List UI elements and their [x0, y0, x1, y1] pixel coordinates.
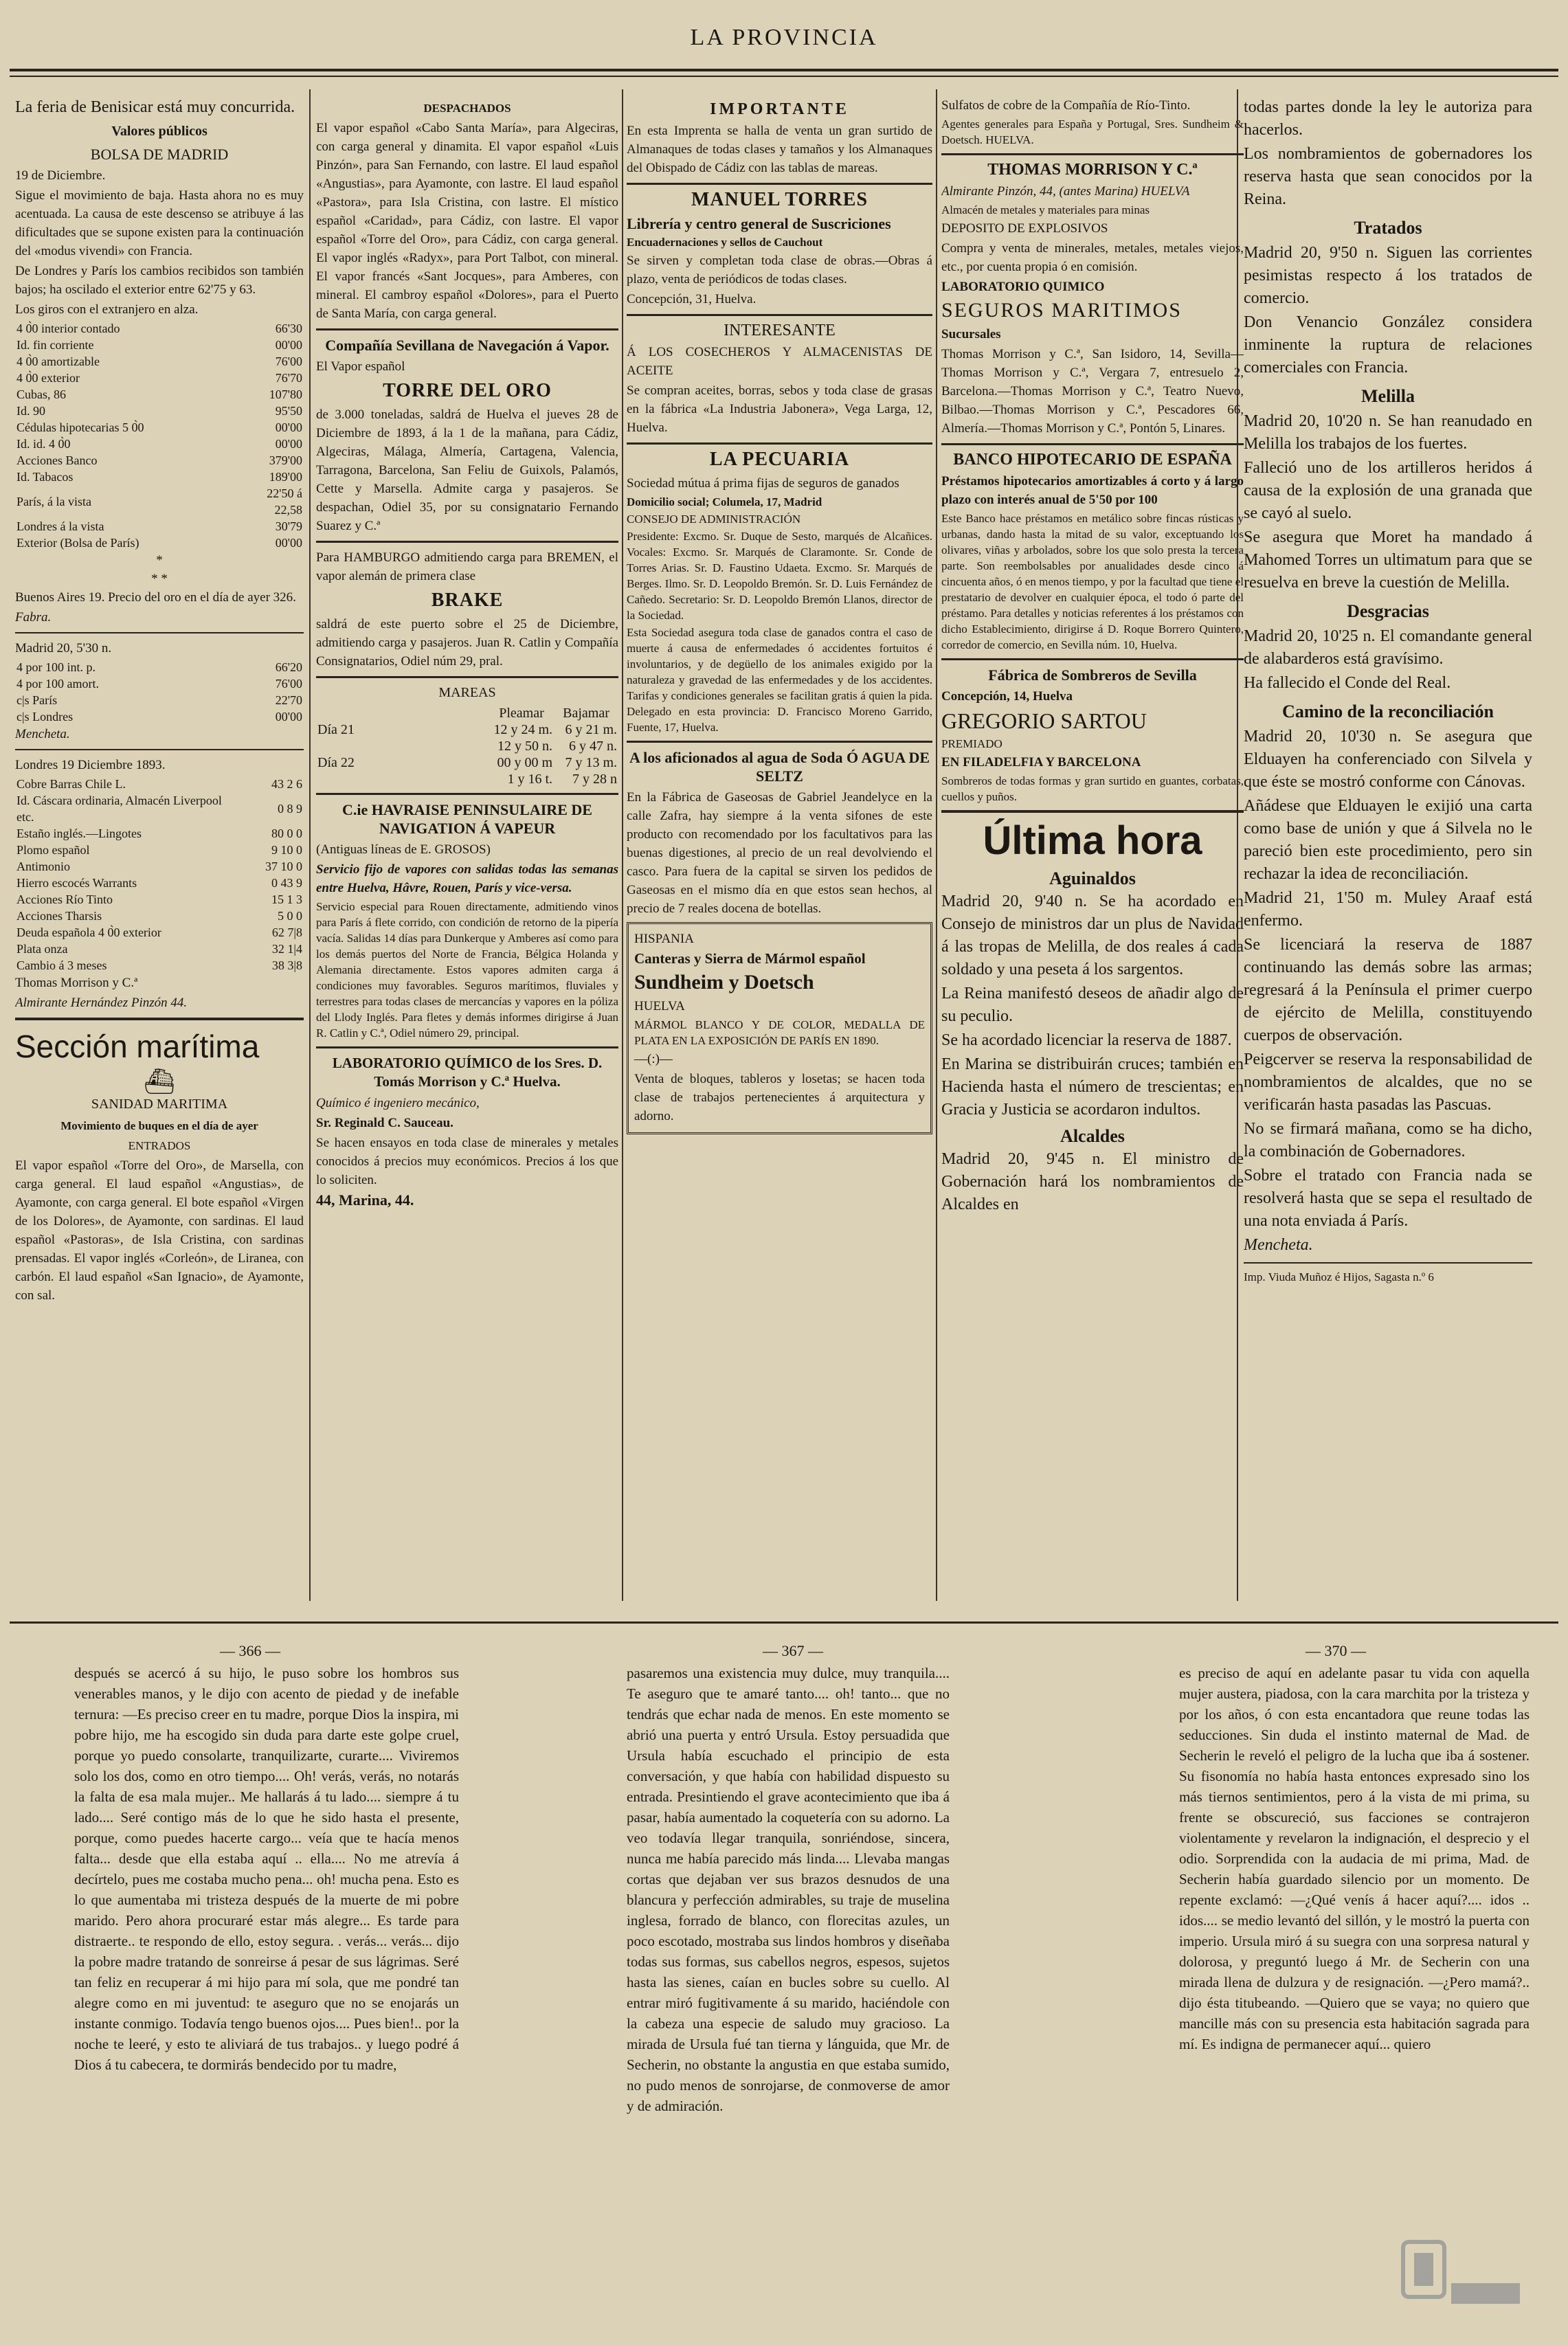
table-row	[15, 875, 304, 891]
table-row	[15, 469, 304, 485]
folletin-text-1: después se acercó á su hijo, le puso sobre los hombros sus venerables manos, y le dijo con acento de piedad y de inefable ternura: —Es preciso creer en tu madre, porque Dios la inspira, mi pobre hijo, me ha escogido sin duda para darte este golpe cruel, porque yo puedo consolarte, tranquilizarte, curarte.... Viviremos solo los dos, como en otro tiempo.... Oh! verás, verás, no notarás la falta de esa mala mujer.. Me hallarás á tu lado.... siempre á tu lado.... Seré contigo más de lo que he sido hasta el presente, porque, como puedes hacerte cargo... veía que te hacía menos falta... desde que ella estaba aquí .. ella.... No me atrevía á decírtelo, pues me costaba mucho pena... oh! mucha pena. Esto es lo que aumentaba mi tristeza después de la muerte de mi pobre marido. Pero ahora procuraré estar más alegre... Es tarde para distraerte.. te respondo de ello, estoy segura. . verás... verás... dijo la pobre madre tratando de sonreirse á pesar de sus lágrimas. Seré tan feliz en recuperar á mi hijo para mí sola, que me pondré tan alegre como en mi juventud: te aseguro que no se enojarás un instante conmigo. Todavía tengo buenos ojos.... Pues bien!.. por la noche te leeré, y esto te aliviará de tus trabajos.. y luego podré á Dios á tu cabecera, te dormirás bendecido por tu madre,	[74, 1665, 459, 2073]
table-cell: 30'79	[275, 519, 302, 533]
seguros-title: SEGUROS MARITIMOS	[941, 299, 1182, 322]
desgracias-text-2: Ha fallecido el Conde del Real.	[1244, 674, 1451, 692]
quimico-text: Químico é ingeniero mecánico,	[316, 1096, 480, 1110]
table-row	[15, 692, 304, 708]
table-cell: 22'50 á 22,58	[267, 486, 302, 517]
camino-text-4: Se licenciará la reserva de 1887 continuando las demás sobre las armas; regresará á la Península el primer cuerpo de ejército de Melilla, constituyendo cuerpos de observación.	[1244, 936, 1532, 1044]
pecuaria-title: LA PECUARIA	[709, 449, 850, 470]
table-cell: 12 y 50 n.	[497, 739, 552, 754]
table-row	[316, 754, 618, 771]
marina-address: 44, Marina, 44.	[316, 1191, 414, 1209]
manuel-torres-title: MANUEL TORRES	[691, 189, 869, 210]
marmol-text: MÁRMOL BLANCO Y DE COLOR, MEDALLA DE PLATA EN LA EXPOSICIÓN DE PARÍS EN 1890.	[634, 1018, 925, 1047]
table-cell: 00 y 00 m	[497, 755, 552, 770]
table-cell: 4 0̀0 amortizable	[16, 355, 100, 368]
table-cell: Id. Tabacos	[16, 470, 74, 484]
table-row	[15, 825, 304, 842]
madrid-table	[15, 659, 304, 725]
table-row	[15, 419, 304, 436]
table-cell: Antimonio	[16, 860, 71, 873]
folletin-column-1	[74, 1663, 459, 2322]
entrados-text: El vapor español «Torre del Oro», de Marsella, con carga general. El laud español «Angustias», de Ayamonte, con carga general. El bote español «Virgen de los Dolores», de Ayamonte, con sardinas. El laud español «Pastoras», de Isla Cristina, con sardinas prensadas. El vapor inglés «Corleón», de Liranea, con carbón. El laud español «San Ignacio», de Ayamonte, con sal.	[15, 1158, 304, 1303]
column-separator	[622, 89, 623, 1601]
aguinaldos-text-3: Se ha acordado licenciar la reserva de 1887.	[941, 1031, 1232, 1049]
page-number-366: — 366 —	[220, 1642, 280, 1659]
table-cell: Id. 90	[16, 404, 45, 418]
table-cell: Id. fin corriente	[16, 338, 94, 352]
movimiento-title: Movimiento de buques en el día de ayer	[60, 1119, 258, 1132]
table-row	[15, 924, 304, 941]
encuadernaciones-text: Encuadernaciones y sellos de Cauchout	[627, 236, 823, 249]
table-row	[15, 370, 304, 386]
londres-table	[15, 776, 304, 974]
table-cell: 15 1 3	[271, 893, 302, 906]
table-cell	[316, 738, 489, 754]
almirante-text: Almirante Pinzón, 44, (antes Marina) HUELVA	[941, 184, 1190, 199]
importante-text: En esta Imprenta se halla de venta un gran surtido de Almanaques de todas clases y tamaños y los Almanaques del Obispado de Cádiz con las tablas de mareas.	[627, 124, 932, 175]
cosecheros-text: Á LOS COSECHEROS Y ALMACENISTAS DE ACEITE	[627, 345, 932, 378]
column-4	[941, 96, 1244, 1594]
table-cell: 00'00	[275, 710, 302, 723]
table-cell: c|s Londres	[16, 710, 74, 723]
camino-title: Camino de la reconciliación	[1282, 702, 1494, 721]
top-rule-thin	[10, 76, 1558, 77]
table-cell: Londres á la vista	[16, 519, 104, 533]
camino-text-5: Peigcerver se reserva la responsabilidad de nombramientos de alcaldes, que no se verificarán hasta pasadas las Pascuas.	[1244, 1051, 1532, 1114]
table-cell: 189'00	[269, 470, 302, 484]
canteras-text: Canteras y Sierra de Mármol español	[634, 950, 866, 967]
table-cell: 379'00	[269, 453, 302, 467]
table-cell: Acciones Banco	[16, 453, 98, 467]
tratados-text: Madrid 20, 9'50 n. Siguen las corrientes pesimistas respecto á los tratados de comercio.	[1244, 244, 1532, 307]
table-cell: 7 y 13 m.	[565, 755, 617, 770]
melilla-text-3: Se asegura que Moret ha mandado á Mahomed Torres un ultimatum para que se resuelva en breve la cuestión de Melilla.	[1244, 528, 1532, 592]
camino-text: Madrid 20, 10'30 n. Se asegura que Elduayen ha conferenciado con Silvela y que éste se mostró conforme con Cánovas.	[1244, 728, 1532, 791]
sundheim-title: Sundheim y Doetsch	[634, 971, 814, 994]
despachados-title: DESPACHADOS	[423, 102, 511, 115]
table-cell: 00'00	[275, 437, 302, 451]
laboratorio-label: LABORATORIO QUIMICO	[941, 280, 1105, 294]
table-row	[15, 708, 304, 725]
table-cell: Deuda española 4 0̀0 exterior	[16, 925, 161, 939]
aguinaldos-text: Madrid 20, 9'40 n. Se ha acordado en Consejo de ministros dar un plus de Navidad á las tropas de Melilla, de dos reales á cada soldado y una peseta á los sargentos.	[941, 893, 1244, 978]
morrison-title: THOMAS MORRISON Y C.ª	[987, 161, 1198, 179]
sauceau-name: Sr. Reginald C. Sauceau.	[316, 1116, 453, 1130]
table-cell: Acciones Río Tinto	[16, 893, 113, 906]
pecuaria-text-2: Esta Sociedad asegura toda clase de ganados contra el caso de muerte á causa de enfermedades ó accidentes fortuitos é involuntarios, y de degüello de los animales exigido por la naturaleza y gravedad de las enfermedades y de los accidentes. Tarifas y condiciones generales se facilitan gratis á quien la pida. Delegado en esta provincia: D. Francisco Moreno Garrido, Fuente, 17, Huelva.	[627, 626, 932, 734]
table-cell: 4 por 100 amort.	[16, 677, 99, 691]
camino-text-2: Añádese que Elduayen le exijió una carta como base de unión y que á Silvela no le pareció bien este procedimiento, pero sin rechazar la idea de reconciliación.	[1244, 797, 1532, 883]
bolsa-text-2: De Londres y París los cambios recibidos son también bajos; ha oscilado el exterior entre 62'75 y 63.	[15, 264, 304, 297]
pleamar-header: Pleamar	[499, 706, 544, 721]
table-cell: 00'00	[275, 536, 302, 550]
morrison-address: Almirante Hernández Pinzón 44.	[15, 996, 188, 1010]
laboratorio-title: LABORATORIO QUÍMICO de los Sres. D. Tomás Morrison y C.ª Huelva.	[332, 1055, 603, 1090]
column-separator	[936, 89, 937, 1601]
torres-text: Se sirven y completan toda clase de obras.—Obras á plazo, venta de periódicos de todas clases.	[627, 254, 932, 287]
page-number-370: — 370 —	[1306, 1642, 1366, 1659]
table-cell: 107'80	[269, 388, 302, 401]
tratados-title: Tratados	[1354, 218, 1422, 238]
interesante-title: INTERESANTE	[724, 322, 836, 339]
bolsa-table	[15, 320, 304, 551]
sombreros-title: Fábrica de Sombreros de Sevilla	[988, 666, 1197, 684]
top-rule	[10, 69, 1558, 71]
despachados-text: El vapor español «Cabo Santa María», para Algeciras, con carga general y dinamita. El vapor español «Luis Pinzón», para San Fernando, con lastre. El laud español «Angustias», para Ayamonte, con lastre. El laud español «Pastora», para Isla Cristina, con lastre. El místico español «Caridad», para Cádiz, con lastre. El vapor español «Torre del Oro», para Cádiz, con carga general. El vapor inglés «Radyx», para Port Talbot, con mineral. El vapor francés «Sant Jocques», para Amberes, con mineral. El cambroy español «Dolores», para el Puerto de Santa María, con carga general.	[316, 121, 618, 321]
deposito-text: DEPOSITO DE EXPLOSIVOS	[941, 221, 1108, 236]
morrison-signature: Thomas Morrison y C.ª	[15, 976, 138, 990]
table-cell: Plomo español	[16, 843, 90, 857]
intro-text: La feria de Benisicar está muy concurrida.	[15, 98, 295, 116]
mencheta-signature-2: Mencheta.	[1244, 1236, 1313, 1254]
table-cell: 66'30	[275, 322, 302, 335]
interesante-text: Se compran aceites, borras, sebos y toda clase de grasas en la fábrica «La Industria Jabonera», Vega Larga, 12, Huelva.	[627, 383, 932, 435]
huelva-label: HUELVA	[634, 999, 685, 1013]
table-row	[15, 792, 304, 825]
table-cell: 4 0̀0 interior contado	[16, 322, 120, 335]
camino-text-3: Madrid 21, 1'50 m. Muley Araaf está enfermo.	[1244, 889, 1532, 930]
aguinaldos-text-4: En Marina se distribuirán cruces; también en Hacienda hasta el número de trescientas; en Gracia y Justicia se acordaron indultos.	[941, 1055, 1244, 1119]
grosos-text: (Antiguas líneas de E. GROSOS)	[316, 842, 491, 857]
table-cell: Día 22	[317, 755, 355, 770]
table-cell: 66'20	[275, 660, 302, 674]
agentes-text: Agentes generales para España y Portugal, Sres. Sundheim & Doetsch. HUELVA.	[941, 117, 1244, 146]
melilla-title: Melilla	[1361, 386, 1415, 406]
table-row	[15, 353, 304, 370]
pecuaria-text: Sociedad mútua á prima fijas de seguros de ganados	[627, 476, 899, 491]
sucursales-title: Sucursales	[941, 327, 1001, 341]
table-cell: 0 8 9	[278, 802, 302, 816]
table-cell: Id. id. 4 0̀0	[16, 437, 71, 451]
aficionados-text: En la Fábrica de Gaseosas de Gabriel Jeandelyce en la calle Zafra, hay siempre á la venta sifones de este producto con recomendado por los facultativos para las buenas digestiones, al precio de un real devolviendo el casco. Para fuera de la capital se sirven los pedidos de Gaseosas en el mismo día en que estos sean hechos, al precio de 7 reales docena de botellas.	[627, 790, 932, 916]
table-cell: Cambio á 3 meses	[16, 958, 107, 972]
table-cell: Estaño inglés.—Lingotes	[16, 827, 142, 840]
table-cell: 6 y 47 n.	[569, 739, 617, 754]
tratados-text-2: Don Venancio González considera inminente la ruptura de relaciones comerciales con Francia.	[1244, 313, 1532, 377]
table-row	[15, 891, 304, 908]
column-5	[1244, 96, 1532, 1594]
table-cell: Cédulas hipotecarias 5 0̀0	[16, 420, 144, 434]
table-row	[15, 403, 304, 419]
table-row	[15, 518, 304, 535]
aguinaldos-text-2: La Reina manifestó deseos de añadir algo de su peculio.	[941, 985, 1244, 1025]
table-cell: c|s París	[16, 693, 58, 707]
seccion-maritima-title: Sección marítima	[15, 1029, 260, 1064]
table-cell: 80 0 0	[271, 827, 302, 840]
folletin-column-3	[1179, 1663, 1530, 2322]
table-cell: Cobre Barras Chile L.	[16, 777, 126, 791]
ultima-hora-title: Última hora	[983, 818, 1202, 863]
desgracias-title: Desgracias	[1347, 601, 1429, 621]
consejo-title: CONSEJO DE ADMINISTRACIÓN	[627, 513, 801, 526]
londres-date: Londres 19 Diciembre 1893.	[15, 758, 166, 772]
servicio-text: Servicio fijo de vapores con salidas todas las semanas entre Huelva, Hâvre, Rouen, París y vice-versa.	[316, 862, 618, 895]
table-cell: 32 1|4	[271, 942, 302, 956]
brake-text: saldrá de este puerto sobre el 25 de Diciembre, admitiendo carga y pasajeros. Juan R. Catlin y Compañía Consignatarios, Odiel núm 29, pral.	[316, 617, 618, 669]
giros-text: Los giros con el extranjero en alza.	[15, 302, 199, 317]
alcaldes-text: Madrid 20, 9'45 n. El ministro de Gobernación hará los nombramientos de Alcaldes en	[941, 1150, 1244, 1213]
importante-title: IMPORTANTE	[710, 100, 849, 118]
sucursales-text: Thomas Morrison y C.ª, San Isidoro, 14, Sevilla—Thomas Morrison y C.ª, Vergara 7, entresuelo 2, Barcelona.—Thomas Morrison y C.ª, Teatro Nuevo, Bilbao.—Thomas Morrison y C.ª, Pescadores 66, Almería.—Thomas Morrison y C.ª, Pontón 5, Linares.	[941, 347, 1244, 436]
column-1: La feria de Benisicar está muy concurrida. Valores públicos BOLSA DE MADRID 19 de Diciembre. Sigue el movimiento de baja. Hasta ahora no es muy acentuada. La causa de este descenso se atribuye á las dificultades que se supone existen para la continuación del «modus vivendi» con Francia. De Londres y París los cambios recibidos son también bajos; ha oscilado el exterior entre 62'75 y 63. Los giros con el extranjero en alza. 4 0̀0 interior contado 66'30 Id. fin corriente 00'00 4 0̀0 amortizable 76'00 4 0̀0 exterior 76'70 Cubas, 86 107'80 Id. 90 95'50 Cédulas hipotecarias 5 0̀0 00'00 Id. id. 4 0̀0 00'00 Acciones Banco 379'00 Id. Tabacos 189'00 París, á la vista 22'50 á 22,58 Londres á la vista 30'79 Exterior (Bolsa de París) 00'00 * * * Buenos Aires 19. Precio del oro en el día de ayer 326. Fabra. Madrid 20, 5'30 n. 4 por 100 int. p. 66'20 4 por 100 amort. 76'00 c|s París 22'70 c|s Londres 00'00 Mencheta. Londres 19 Diciembre 1893. Cobre Barras Chile L. 43 2 6 Id. Cáscara ordinaria, Almacén Liverpool etc. 0 8 9 Estaño inglés.—Lingotes 80 0 0 Plomo español 9 10 0 Antimonio 37 10 0 Hierro escocés Warrants 0 43 9 Acciones Río Tinto 15 1 3 Acciones Tharsis 5 0 0 Deuda española 4 0̀0 exterior 62 7|8 Plata onza 32 1|4 Cambio á 3 meses 38 3|8 Thomas Morrison y C.ª Almirante Hernández Pinzón 44. Sección marítima ⛴ SANIDAD MARITIMA Movimiento de buques en el día de ayer ENTRADOS El vapor español «Torre del Oro», de Marsella, con carga general. El laud español «Angustias», de Ayamonte, con carga general. El bote español «Virgen de los Dolores», de Ayamonte, con sardinas. El laud español «Pastoras», de Isla Cristina, con sardinas prensadas. El vapor inglés «Corleón», de Liranea, con carbón. El laud español «San Ignacio», de Ayamonte, con sal.	[15, 96, 304, 1594]
melilla-text: Madrid 20, 10'20 n. Se han reanudado en Melilla los trabajos de los fuertes.	[1244, 412, 1532, 453]
melilla-text-2: Falleció uno de los artilleros heridos á causa de la explosión de una granada que se cayó al suelo.	[1244, 459, 1532, 522]
table-row	[316, 721, 618, 738]
folletin-text-3: es preciso de aquí en adelante pasar tu vida con aquella mujer austera, piadosa, con la cara marchita por la tristeza y por los años, ó con esta encantadora que reune todas las seducciones. Sin duda el instinto maternal de Mad. de Secherin le reveló el peligro de la lucha que iba á sostener. Su fisonomía no había hasta entonces expresado sino los más tiernos sentimientos, pero á la vista de mi prima, su frente se obscureció, sus facciones se contrajeron violentamente y revelaron la indignación, el desprecio y el odio. Sorprendida con la audacia de mi prima, Mad. de Secherin había guardado silencio por un momento. De repente exclamó: —¿Qué venís á hacer aquí?.... idos .. idos.... se medio levantó del sillón, y le mostró la puerta con imperio. Ursula miró á su suegra con una sorpresa natural y dolorosa, y preguntó luego á Mr. de Secherin con una mirada llena de dulzura y de resignación. —¿Pero mamá?.. dijo ésta titubeando. —Quiero que se vaya; no quiero que mancille más con su presencia esta habitación sagrada para mí. Es indigna de permanecer aquí... quiero	[1179, 1665, 1530, 2052]
hamburgo-text: Para HAMBURGO admitiendo carga para BREMEN, el vapor alemán de primera clase	[316, 550, 618, 583]
desgracias-text: Madrid 20, 10'25 n. El comandante general de alabarderos está gravísimo.	[1244, 627, 1532, 668]
column-separator	[309, 89, 311, 1601]
camino-text-6: No se firmará mañana, como se ha dicho, la combinación de Gobernadores.	[1244, 1120, 1532, 1160]
table-cell	[316, 771, 489, 787]
table-cell: 5 0 0	[278, 909, 302, 923]
table-row	[15, 842, 304, 858]
col5-text-1: todas partes donde la ley le autoriza para hacerlos.	[1244, 98, 1532, 139]
imprenta-text: Imp. Viuda Muñoz é Hijos, Sagasta n.º 6	[1244, 1270, 1434, 1283]
mareas-title: MAREAS	[438, 685, 496, 700]
mareas-table	[316, 705, 618, 787]
table-row	[15, 337, 304, 353]
table-cell: 76'00	[275, 677, 302, 691]
table-row	[15, 452, 304, 469]
libreria-text: Librería y centro general de Suscriciones	[627, 215, 891, 232]
table-cell: 43 2 6	[271, 777, 302, 791]
table-row	[15, 957, 304, 974]
camino-text-7: Sobre el tratado con Francia nada se resolverá hasta que se sepa el resultado de una nota enviada á París.	[1244, 1167, 1532, 1230]
table-row	[15, 659, 304, 675]
sulfatos-text: Sulfatos de cobre de la Compañía de Río-Tinto.	[941, 98, 1191, 113]
table-cell: 12 y 24 m.	[493, 722, 552, 737]
marmol-desc: Venta de bloques, tableros y losetas; se hacen toda clase de trabajos pertenecientes á arquitectura y adorno.	[634, 1072, 925, 1123]
havraise-text: Servicio especial para Rouen directamente, admitiendo vinos para París á flete corrido, con condición de retorno de la pipería vacía. Salidas 14 días para Dunkerque y Amberes así como para los demás puertos del Norte de Francia, Bélgica Holanda y Alemania directamente. Estos vapores admiten carga á condiciones muy favorables. Seguros marítimos, fluviales y terrestres para todas clases de mercancías y vapores en la póliza del Llody Inglés. Para fletes y demás informes dirigirse á Juan R. Catlin y C.ª, Odiel número 29, principal.	[316, 900, 618, 1040]
table-cell: 22'70	[275, 693, 302, 707]
table-cell: 00'00	[275, 420, 302, 434]
table-cell: 76'70	[275, 371, 302, 385]
buenos-aires-text: Buenos Aires 19. Precio del oro en el día de ayer 326.	[15, 590, 296, 605]
aguinaldos-title: Aguinaldos	[1049, 868, 1136, 888]
entrados-title: ENTRADOS	[128, 1139, 191, 1152]
table-row	[15, 535, 304, 551]
table-cell: 62 7|8	[271, 925, 302, 939]
col5-text-2: Los nombramientos de gobernadores los reserva hasta que sean conocidos por la Reina.	[1244, 145, 1532, 208]
table-cell: Plata onza	[16, 942, 68, 956]
banco-text: Este Banco hace préstamos en metálico sobre fincas rústicas y urbanas, dando hasta la mitad de su valor, exceptuando los olivares, viñas y arbolados, sobre los que solo presta la tercera parte. Son reembolsables por anualidades desde cinco á cincuenta años, ó en menos tiempo, y por la facultad que tiene el prestatario de devolver en cualquier época, el todo ó parte del préstamo. Para detalles y noticias referentes á los préstamos con dicho Establecimiento, dirigirse á D. Roque Borrero Quintero, corredor de comercio, en Sevilla núm. 10, Huelva.	[941, 512, 1244, 651]
table-cell: Cubas, 86	[16, 388, 66, 401]
prestamos-text: Préstamos hipotecarios amortizables á corto y á largo plazo con interés anual de 5'50 por 100	[941, 474, 1244, 507]
fabra-signature: Fabra.	[15, 610, 52, 625]
table-row	[15, 436, 304, 452]
table-cell: 6 y 21 m.	[565, 722, 617, 737]
table-cell: Día 21	[317, 722, 355, 737]
column-3	[627, 96, 932, 1594]
sanidad-title: SANIDAD MARITIMA	[91, 1097, 228, 1112]
bajamar-header: Bajamar	[563, 706, 609, 721]
laboratorio-text: Se hacen ensayos en toda clase de minerales y metales conocidos á precios muy económicos. Precios á los que lo soliciten.	[316, 1136, 618, 1187]
table-cell: 4 0̀0 exterior	[16, 371, 80, 385]
table-row	[15, 776, 304, 792]
premiado-label: PREMIADO	[941, 737, 1003, 750]
table-cell: 00'00	[275, 338, 302, 352]
table-row	[15, 320, 304, 337]
aficionados-title: A los aficionados al agua de Soda Ó AGUA DE SELTZ	[629, 749, 930, 785]
valores-title: Valores públicos	[111, 124, 208, 139]
page-number-367: — 367 —	[763, 1642, 823, 1659]
table-cell: 4 por 100 int. p.	[16, 660, 96, 674]
ship-icon: ⛴	[144, 1068, 175, 1095]
table-cell: Exterior (Bolsa de París)	[16, 536, 139, 550]
compra-text: Compra y venta de minerales, metales, metales viejos, etc., por cuenta propia ó en comisión.	[941, 241, 1244, 274]
table-row	[15, 941, 304, 957]
table-row	[15, 908, 304, 924]
domicilio-text: Domicilio social; Columela, 17, Madrid	[627, 495, 822, 508]
brake-title: BRAKE	[431, 590, 504, 611]
table-cell: 7 y 28 n	[572, 772, 617, 787]
bolsa-date: 19 de Diciembre.	[15, 168, 106, 183]
folletin-rule	[10, 1622, 1558, 1624]
bolsa-title: BOLSA DE MADRID	[90, 146, 229, 163]
folletin-column-2	[627, 1663, 950, 2322]
table-row	[316, 738, 618, 754]
madrid-time: Madrid 20, 5'30 n.	[15, 641, 112, 655]
table-cell: Acciones Tharsis	[16, 909, 102, 923]
masthead: LA PROVINCIA	[690, 25, 878, 50]
table-cell: 37 10 0	[265, 860, 302, 873]
table-cell: 1 y 16 t.	[507, 772, 552, 787]
bolsa-text: Sigue el movimiento de baja. Hasta ahora no es muy acentuada. La causa de este descenso se atribuye á las dificultades que se supone existen para la continuación del «modus vivendi» con Francia.	[15, 188, 304, 258]
library-seal-icon	[1396, 2235, 1527, 2318]
table-cell: 0 43 9	[271, 876, 302, 890]
consejo-text: Presidente: Excmo. Sr. Duque de Sesto, marqués de Alcañices. Vocales: Excmo. Sr. Marqués de Claramonte. Sr. Conde de Torres Arias. Sr. D. Faustino Udaeta. Excmo. Sr. Marqués de Berges. Ilmo. Sr. D. Leopoldo Bremón. Sr. D. Luis Fernández de Cañedo. Secretario: Sr. D. Leopoldo Bremón Llanos, director de la Sociedad.	[627, 530, 932, 622]
table-row	[15, 485, 304, 518]
table-cell: Id. Cáscara ordinaria, Almacén Liverpool etc.	[16, 794, 222, 824]
torre-del-oro-title: TORRE DEL ORO	[383, 380, 552, 401]
table-cell: 76'00	[275, 355, 302, 368]
column-2	[316, 96, 618, 1594]
table-row	[15, 675, 304, 692]
almacen-text: Almacén de metales y materiales para minas	[941, 203, 1150, 216]
hispania-title: HISPANIA	[634, 932, 694, 946]
vapor-label: El Vapor español	[316, 359, 405, 374]
sartou-title: GREGORIO SARTOU	[941, 708, 1147, 733]
table-row	[316, 771, 618, 787]
table-cell: Hierro escocés Warrants	[16, 876, 137, 890]
table-cell: 9 10 0	[271, 843, 302, 857]
torre-text: de 3.000 toneladas, saldrá de Huelva el jueves 28 de Diciembre de 1893, á la 1 de la mañana, para Cádiz, Algeciras, Málaga, Almería, Cartagena, Valencia, Tarragona, Barcelona, San Feliu de Guixols, Palamós, Cette y Marsella. Admite carga y pasajeros. Se despachan, Odiel 35, por su consignatario Fernando Suarez y C.ª	[316, 407, 618, 533]
table-row	[15, 858, 304, 875]
sombreros-text: Sombreros de todas formas y gran surtido en guantes, corbatas, cuellos y puños.	[941, 774, 1244, 803]
hispania-ad: HISPANIA Canteras y Sierra de Mármol español Sundheim y Doetsch HUELVA MÁRMOL BLANCO Y DE COLOR, MEDALLA DE PLATA EN LA EXPOSICIÓN DE PARÍS EN 1890. —(:)— Venta de bloques, tableros y losetas; se hacen toda clase de trabajos pertenecientes á arquitectura y adorno.	[627, 922, 932, 1134]
compania-title: Compañía Sevillana de Navegación á Vapor.	[325, 337, 609, 354]
banco-title: BANCO HIPOTECARIO DE ESPAÑA	[953, 451, 1232, 469]
table-row	[15, 386, 304, 403]
mencheta-signature: Mencheta.	[15, 727, 70, 741]
table-cell: 38 3|8	[271, 958, 302, 972]
folletin-text-2: pasaremos una existencia muy dulce, muy tranquila.... Te aseguro que te amaré tanto.... oh! tanto... que no tendrás que echar nada de menos. En este momento se abrió una puerta y entró Ursula. Estoy persuadida que Ursula había escuchado el principio de esta conversación, y que había con habilidad dispuesto su entrada. Presintiendo el grave acontecimiento que iba á pasar, había aumentado la coquetería con su adorno. La veo todavía llegar tranquila, sonriéndose, sincera, nunca me había parecido más linda.... Llevaba mangas cortas que dejaban ver sus brazos desnudos de una blancura y perfección admirables, su traje de muselina inglesa, forrado de blanco, con florecitas azules, un poco escotado, mostraba sus lindos hombros y diseñaba todas sus formas, sus cabellos negros, espesos, sujetos hasta las sienes, caían en bucles sobre su cuello. Al entrar miró fugitivamente á su marido, haciéndole con la cabeza una especie de saludo muy gracioso. La mirada de Ursula fué tan tierna y lánguida, que Mr. de Secherin, no obstante la angustia en que estaba sumido, no pudo menos de sonrojarse, de conmoverse de amor y de admiración.	[627, 1665, 950, 2114]
table-cell: París, á la vista	[16, 495, 91, 508]
table-cell: 95'50	[275, 404, 302, 418]
concepcion-address: Concepción, 31, Huelva.	[627, 292, 757, 306]
alcaldes-title: Alcaldes	[1060, 1126, 1125, 1146]
filadelfia-text: EN FILADELFIA Y BARCELONA	[941, 755, 1141, 770]
concepcion-text: Concepción, 14, Huelva	[941, 689, 1073, 704]
havraise-title: C.ie HAVRAISE PENINSULAIRE DE NAVIGATION Á VAPEUR	[342, 801, 592, 837]
